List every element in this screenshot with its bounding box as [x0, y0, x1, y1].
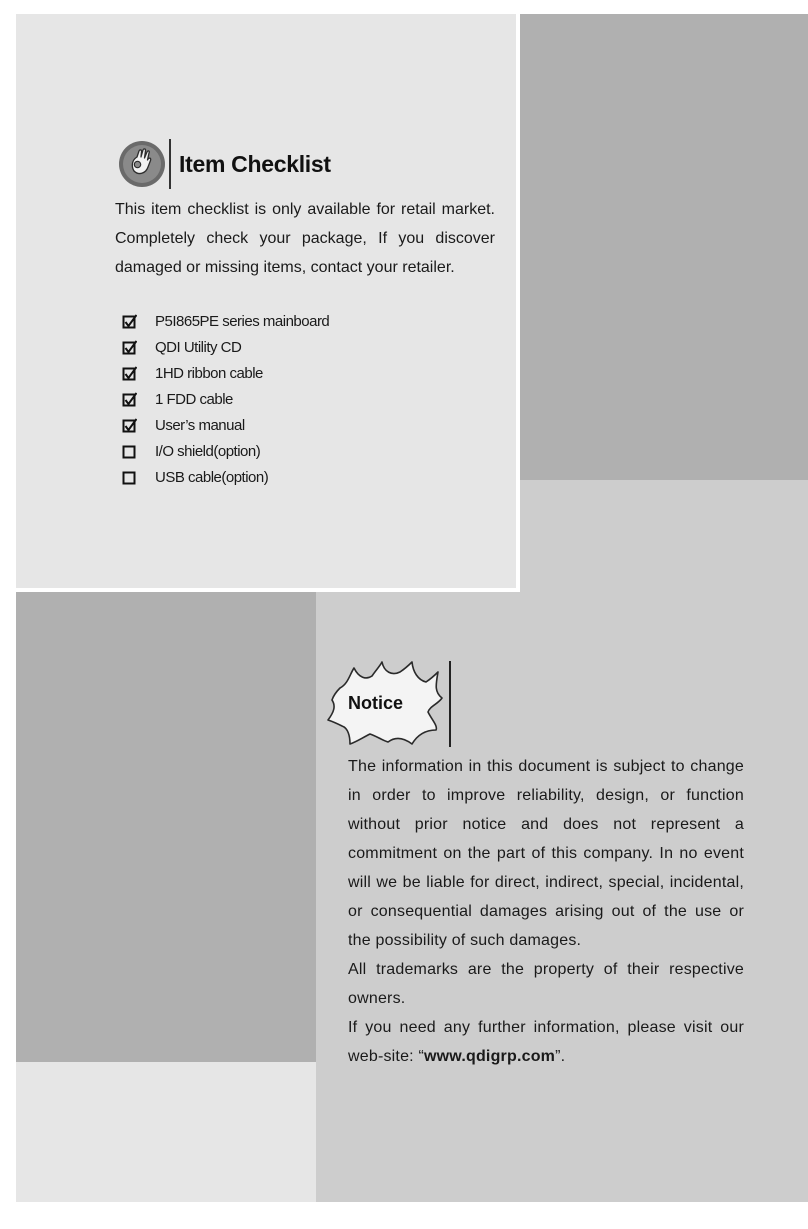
- checklist-item-label: P5I865PE series mainboard: [155, 312, 330, 330]
- checked-box-icon: [122, 392, 137, 407]
- empty-box-icon: [122, 470, 137, 485]
- checklist-intro: This item checklist is only available for retail market. Completely check your package, If you discover damaged or missing items, contact your retailer.: [115, 201, 495, 276]
- contact-text-suffix: ”.: [555, 1048, 566, 1065]
- checklist-item-label: 1 FDD cable: [155, 390, 233, 408]
- ok-hand-icon: [118, 140, 166, 188]
- checklist-item: [122, 412, 329, 438]
- decorative-panel-mid-right: [520, 480, 808, 592]
- empty-box-icon: [122, 444, 137, 459]
- website-link[interactable]: www.qdigrp.com: [424, 1048, 556, 1065]
- checklist-item-label: USB cable(option): [155, 468, 269, 486]
- checklist-title: Item Checklist: [179, 150, 331, 177]
- checklist-item-label: I/O shield(option): [155, 442, 261, 460]
- checklist-panel: [16, 14, 516, 588]
- checklist-heading: [118, 138, 331, 190]
- checked-box-icon: [122, 366, 137, 381]
- checked-box-icon: [122, 314, 137, 329]
- decorative-panel-left: [16, 592, 316, 1062]
- checked-box-icon: [122, 418, 137, 433]
- heading-divider: [169, 139, 171, 189]
- checklist-item-label: 1HD ribbon cable: [155, 364, 263, 382]
- notice-paragraph-trademarks: All trademarks are the property of their respective owners.: [348, 961, 744, 1007]
- checklist-item: [122, 438, 329, 464]
- checklist-item-label: QDI Utility CD: [155, 338, 242, 356]
- checklist-items: [122, 308, 329, 490]
- contact-text-prefix: If you need any further information, please visit our web-site: “: [348, 1019, 744, 1065]
- decorative-panel-top-right: [520, 14, 808, 480]
- checklist-item: [122, 386, 329, 412]
- checked-box-icon: [122, 340, 137, 355]
- checklist-item-label: User’s manual: [155, 416, 245, 434]
- decorative-panel-left-bottom: [16, 1062, 316, 1202]
- checklist-item: [122, 334, 329, 360]
- checklist-item: [122, 464, 329, 490]
- notice-divider: [449, 661, 451, 747]
- checklist-item: [122, 308, 329, 334]
- notice-paragraph-disclaimer: The information in this document is subject to change in order to improve reliability, design, or function without prior notice and does not represent a commitment on the part of this company. In no event will we be liable for direct, indirect, special, incidental, or consequential damages arising out of the use or the possibility of such damages.: [348, 758, 744, 949]
- notice-paragraph-contact: [348, 1013, 744, 1071]
- notice-label: Notice: [348, 693, 404, 713]
- checklist-item: [122, 360, 329, 386]
- notice-body: [348, 752, 744, 1071]
